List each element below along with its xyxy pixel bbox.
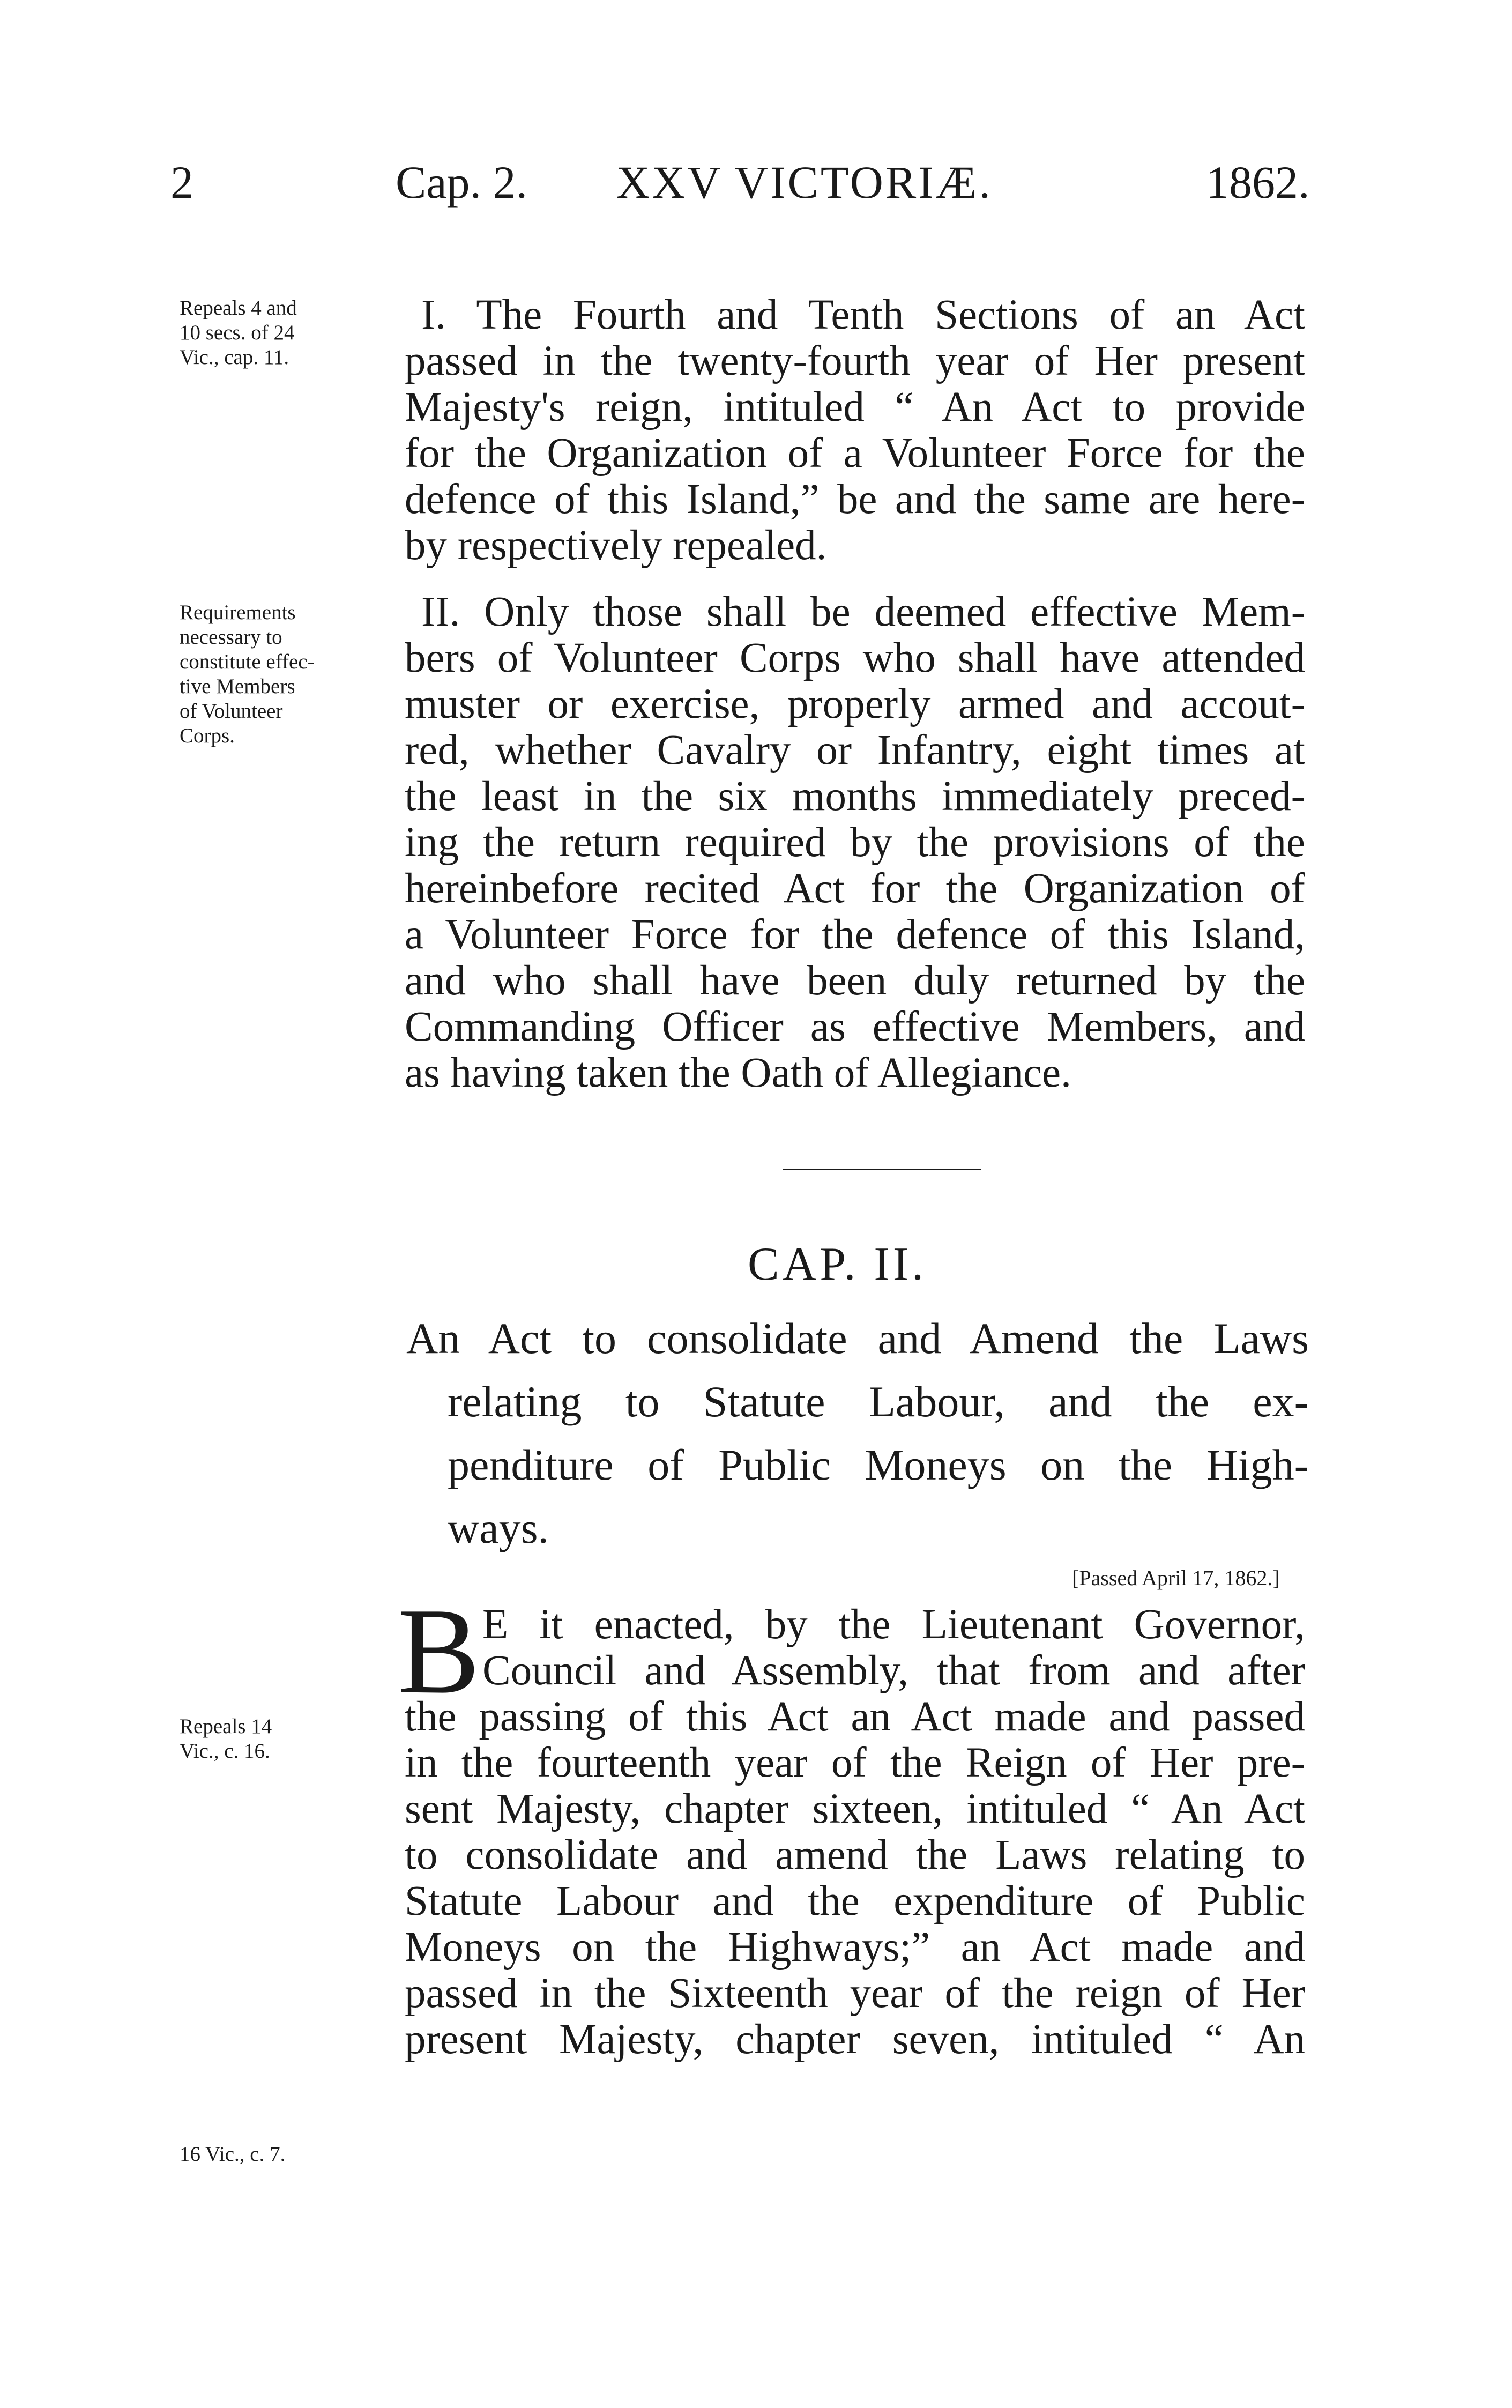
text-line: II. Only those shall be deemed effective Mem- bbox=[421, 589, 1305, 635]
text-line: and who shall have been duly returned by the bbox=[405, 957, 1305, 1004]
text-line: as having taken the Oath of Allegiance. bbox=[405, 1050, 1071, 1096]
chapter-heading: CAP. II. bbox=[748, 1238, 927, 1290]
text-line: sent Majesty, chapter sixteen, intituled “ An Act bbox=[405, 1786, 1305, 1832]
passed-date: [Passed April 17, 1862.] bbox=[1072, 1566, 1280, 1590]
text-line: the least in the six months immediately preced- bbox=[405, 773, 1305, 820]
year: 1862. bbox=[1206, 157, 1310, 208]
text-line: passed in the Sixteenth year of the reign of Her bbox=[405, 1970, 1305, 2017]
text-line: Statute Labour and the expenditure of Public bbox=[405, 1878, 1305, 1924]
text-line: hereinbefore recited Act for the Organization of bbox=[405, 865, 1305, 912]
text-line: by respectively repealed. bbox=[405, 522, 827, 569]
text-line: for the Organization of a Volunteer Force for the bbox=[405, 430, 1305, 477]
text-line: muster or exercise, properly armed and accout- bbox=[405, 681, 1305, 727]
text-line: Council and Assembly, that from and after bbox=[482, 1647, 1305, 1694]
text-line: Moneys on the Highways;” an Act made and bbox=[405, 1924, 1305, 1971]
act-title-line: ways. bbox=[448, 1504, 549, 1552]
act-title-line: relating to Statute Labour, and the ex- bbox=[448, 1377, 1309, 1426]
text-line: defence of this Island,” be and the same are here- bbox=[405, 476, 1305, 523]
text-line: I. The Fourth and Tenth Sections of an Act bbox=[421, 292, 1305, 338]
text-line: present Majesty, chapter seven, intituled “ An bbox=[405, 2016, 1305, 2063]
drop-cap: B bbox=[398, 1582, 480, 1719]
text-line: ing the return required by the provisions of the bbox=[405, 819, 1305, 866]
section-divider bbox=[783, 1169, 981, 1170]
page-number: 2 bbox=[170, 157, 193, 208]
act-title-line: penditure of Public Moneys on the High- bbox=[448, 1440, 1309, 1489]
text-line: bers of Volunteer Corps who shall have attended bbox=[405, 635, 1305, 681]
text-line: passed in the twenty-fourth year of Her present bbox=[405, 338, 1305, 384]
text-line: to consolidate and amend the Laws relating to bbox=[405, 1832, 1305, 1878]
text-line: a Volunteer Force for the defence of this Island, bbox=[405, 911, 1305, 958]
text-line: the passing of this Act an Act made and passed bbox=[405, 1693, 1305, 1740]
text-line: Majesty's reign, intituled “ An Act to provide bbox=[405, 384, 1305, 430]
text-line: Commanding Officer as effective Members, and bbox=[405, 1004, 1305, 1050]
margin-note: 16 Vic., c. 7. bbox=[180, 2143, 286, 2166]
text-line: E it enacted, by the Lieutenant Governor, bbox=[482, 1601, 1305, 1648]
act-title-line: An Act to consolidate and Amend the Laws bbox=[406, 1314, 1309, 1363]
text-line: red, whether Cavalry or Infantry, eight times at bbox=[405, 727, 1305, 774]
text-line: in the fourteenth year of the Reign of Her pre- bbox=[405, 1740, 1305, 1786]
regnal-year: XXV VICTORIÆ. bbox=[616, 157, 993, 208]
margin-note: Requirements necessary to constitute effec- tive Members of Volunteer Corps. bbox=[180, 601, 315, 747]
margin-note: Repeals 14 Vic., c. 16. bbox=[180, 1715, 272, 1763]
margin-note: Repeals 4 and 10 secs. of 24 Vic., cap. 11. bbox=[180, 296, 297, 369]
chapter-label: Cap. 2. bbox=[396, 157, 528, 208]
